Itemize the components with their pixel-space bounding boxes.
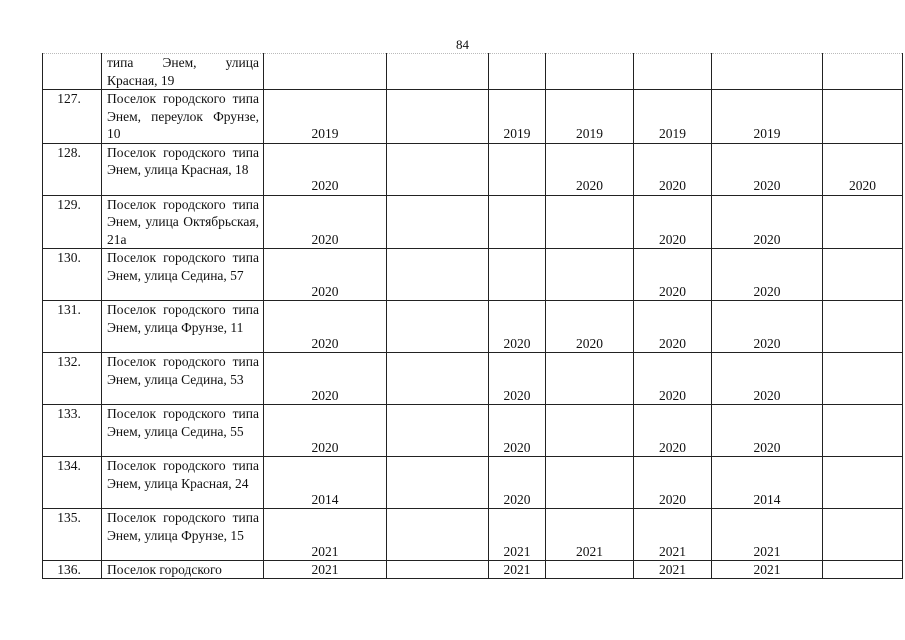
year-cell: 2021 — [712, 509, 823, 561]
year-cell — [823, 301, 903, 353]
address-cell: Поселок городского типа Энем, улица Седина, 53 — [102, 353, 264, 405]
address-cell: Поселок городского типа Энем, улица Красная, 18 — [102, 143, 264, 195]
year-cell: 2020 — [489, 457, 546, 509]
year-cell: 2021 — [264, 509, 387, 561]
row-number: 133. — [43, 405, 102, 457]
year-cell: 2019 — [546, 90, 634, 144]
year-cell: 2020 — [489, 405, 546, 457]
year-cell — [823, 90, 903, 144]
address-cell: Поселок городского типа Энем, улица Седина, 55 — [102, 405, 264, 457]
year-cell — [546, 405, 634, 457]
address-cell: Поселок городского типа Энем, улица Фрунзе, 15 — [102, 509, 264, 561]
table-row — [43, 249, 903, 301]
year-cell: 2020 — [712, 405, 823, 457]
year-cell: 2021 — [489, 561, 546, 579]
year-cell: 2020 — [712, 249, 823, 301]
table-row — [43, 195, 903, 249]
year-cell — [387, 353, 489, 405]
year-cell: 2020 — [634, 353, 712, 405]
year-cell — [546, 249, 634, 301]
year-cell: 2021 — [546, 509, 634, 561]
table-row — [43, 561, 903, 579]
row-number: 131. — [43, 301, 102, 353]
year-cell: 2019 — [712, 90, 823, 144]
year-cell: 2020 — [264, 249, 387, 301]
year-cell: 2020 — [634, 301, 712, 353]
year-cell — [823, 405, 903, 457]
year-cell: 2020 — [489, 353, 546, 405]
year-cell: 2019 — [634, 90, 712, 144]
year-cell — [823, 195, 903, 249]
year-cell — [546, 353, 634, 405]
year-cell: 2020 — [634, 143, 712, 195]
year-cell: 2020 — [712, 195, 823, 249]
year-cell — [546, 561, 634, 579]
year-cell: 2020 — [712, 353, 823, 405]
year-cell — [387, 143, 489, 195]
year-cell: 2020 — [823, 143, 903, 195]
table-row — [43, 405, 903, 457]
table-row — [43, 509, 903, 561]
year-cell — [546, 195, 634, 249]
year-cell — [489, 249, 546, 301]
year-cell: 2014 — [264, 457, 387, 509]
year-cell: 2020 — [634, 405, 712, 457]
page-number: 84 — [456, 37, 469, 52]
row-number: 136. — [43, 561, 102, 579]
year-cell: 2021 — [634, 509, 712, 561]
row-number: 135. — [43, 509, 102, 561]
year-cell — [823, 561, 903, 579]
year-cell: 2020 — [264, 353, 387, 405]
row-number: 134. — [43, 457, 102, 509]
address-cell: Поселок городского типа Энем, переулок Фрунзе, 10 — [102, 90, 264, 144]
row-number: 128. — [43, 143, 102, 195]
table-row — [43, 301, 903, 353]
year-cell — [387, 195, 489, 249]
row-number: 129. — [43, 195, 102, 249]
year-cell — [823, 457, 903, 509]
row-number: 130. — [43, 249, 102, 301]
address-cell: Поселок городского типа Энем, улица Фрунзе, 11 — [102, 301, 264, 353]
year-cell — [546, 457, 634, 509]
year-cell — [712, 54, 823, 90]
table-row — [43, 143, 903, 195]
year-cell — [489, 54, 546, 90]
year-cell — [823, 249, 903, 301]
year-cell — [387, 301, 489, 353]
year-cell: 2020 — [712, 143, 823, 195]
row-number: 132. — [43, 353, 102, 405]
year-cell: 2021 — [264, 561, 387, 579]
year-cell: 2021 — [634, 561, 712, 579]
year-cell: 2020 — [489, 301, 546, 353]
year-cell: 2020 — [634, 457, 712, 509]
year-cell — [387, 509, 489, 561]
year-cell — [634, 54, 712, 90]
year-cell — [387, 561, 489, 579]
year-cell: 2020 — [264, 195, 387, 249]
year-cell: 2019 — [489, 90, 546, 144]
year-cell: 2020 — [264, 301, 387, 353]
table-row — [43, 353, 903, 405]
year-cell — [823, 54, 903, 90]
housing-schedule-table — [42, 53, 903, 579]
year-cell: 2020 — [634, 249, 712, 301]
table-row — [43, 54, 903, 90]
year-cell — [387, 457, 489, 509]
year-cell: 2014 — [712, 457, 823, 509]
year-cell — [823, 353, 903, 405]
year-cell — [264, 54, 387, 90]
year-cell — [489, 143, 546, 195]
table-row — [43, 457, 903, 509]
year-cell: 2020 — [546, 301, 634, 353]
year-cell — [387, 249, 489, 301]
row-number — [43, 54, 102, 90]
year-cell: 2020 — [264, 405, 387, 457]
year-cell: 2021 — [712, 561, 823, 579]
table-row — [43, 90, 903, 144]
year-cell: 2020 — [712, 301, 823, 353]
year-cell: 2019 — [264, 90, 387, 144]
year-cell — [387, 90, 489, 144]
address-cell: Поселок городского типа Энем, улица Седина, 57 — [102, 249, 264, 301]
year-cell — [823, 509, 903, 561]
year-cell — [387, 405, 489, 457]
address-cell: Поселок городского типа Энем, улица Красная, 24 — [102, 457, 264, 509]
address-cell: Поселок городского — [102, 561, 264, 579]
year-cell: 2020 — [546, 143, 634, 195]
year-cell: 2020 — [264, 143, 387, 195]
year-cell: 2021 — [489, 509, 546, 561]
year-cell — [387, 54, 489, 90]
address-cell: Поселок городского типа Энем, улица Октябрьская, 21а — [102, 195, 264, 249]
address-cell: типа Энем, улица Красная, 19 — [102, 54, 264, 90]
year-cell — [489, 195, 546, 249]
year-cell: 2020 — [634, 195, 712, 249]
row-number: 127. — [43, 90, 102, 144]
year-cell — [546, 54, 634, 90]
